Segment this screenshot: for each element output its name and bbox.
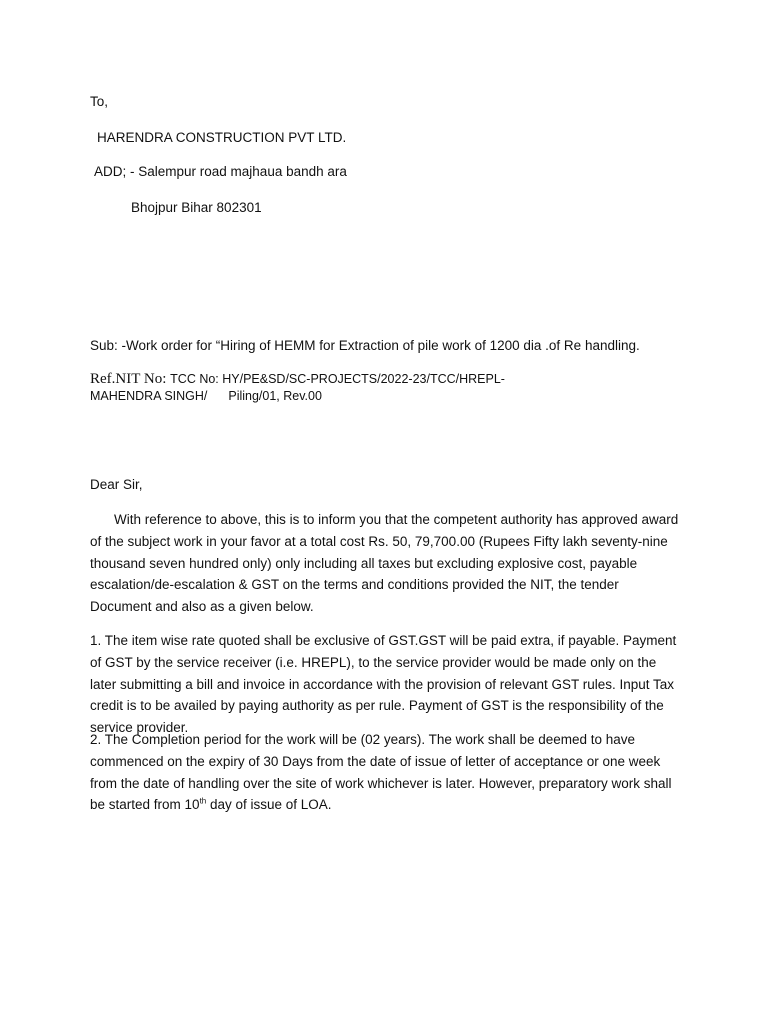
clause-2-paragraph (90, 729, 682, 816)
body-intro-paragraph (90, 509, 682, 618)
clause-1-paragraph: 1. The item wise rate quoted shall be exclusive of GST.GST will be paid extra, if payable. Payment of GST by the service receiver (i.e. HREPL), to the service provider would be made only on the later submitting a bill and invoice in accordance with the provision of relevant GST rules. Input Tax credit is to be availed by paying authority as per rule. Payment of GST is the responsibility of the service provider. (90, 633, 677, 736)
reference-line2-part1: MAHENDRA SINGH/ (90, 389, 208, 403)
recipient-address-line1: ADD; - Salempur road majhaua bandh ara (94, 164, 347, 179)
salutation-to: To, (90, 94, 109, 109)
recipient-address-line2: Bhojpur Bihar 802301 (131, 200, 262, 215)
clause-2-text-end: day of issue of LOA. (206, 797, 332, 813)
clause-2-text: 2. The Completion period for the work will be (02 years). The work shall be deemed to have commenced on the expiry of 30 Days from the date of issue of letter of acceptance or one week from the date of handling over the site of work whichever is later. However, preparatory work shall be started from 10 (90, 732, 672, 813)
reference-line2-part2: Piling/01, Rev.00 (228, 389, 322, 403)
subject-line: Sub: -Work order for “Hiring of HEMM for Extraction of pile work of 1200 dia .of Re handling. (90, 338, 640, 353)
body-intro-text: With reference to above, this is to inform you that the competent authority has approved award of the subject work in your favor at a total cost Rs. 50, 79,700.00 (Rupees Fifty lakh seventy-nine thousand seven hundred only) only including all taxes but excluding explosive cost, payable escalation/de-escalation & GST on the terms and conditions provided the NIT, the tender Document and also as a given below. (90, 512, 679, 615)
reference-line1 (90, 371, 505, 388)
clause-2-superscript: th (199, 796, 207, 806)
reference-line2 (90, 389, 322, 403)
greeting: Dear Sir, (90, 477, 143, 492)
recipient-name: HARENDRA CONSTRUCTION PVT LTD. (97, 130, 347, 145)
reference-tcc-number: TCC No: HY/PE&SD/SC-PROJECTS/2022-23/TCC/HREPL- (170, 372, 505, 386)
reference-label: Ref.NIT No: (90, 371, 167, 387)
